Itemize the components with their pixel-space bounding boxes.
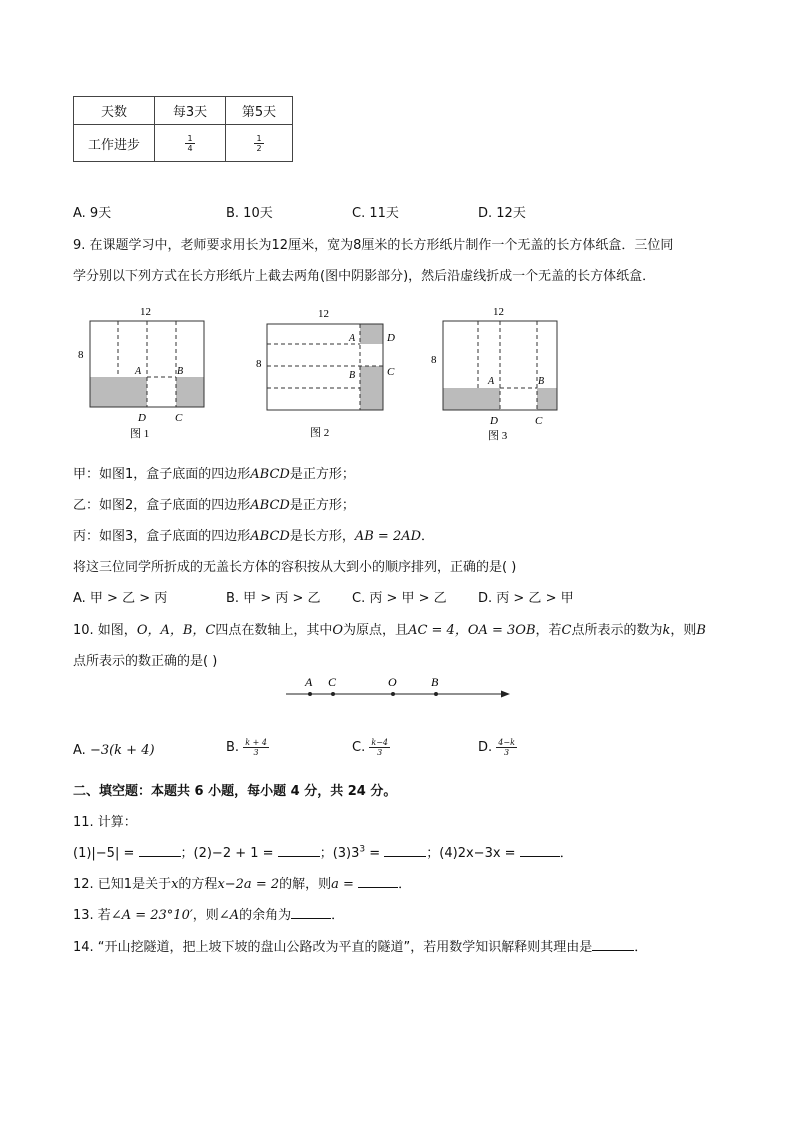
section-title: 二、填空题：本题共 6 小题，每小题 4 分，共 24 分。 bbox=[73, 784, 397, 799]
statement-text: 甲：如图1，盒子底面的四边形 bbox=[73, 467, 251, 482]
q9-figures bbox=[70, 300, 570, 448]
q9-option-d: D. 丙 > 乙 > 甲 bbox=[478, 591, 574, 606]
q11-text: (1)|−5| = bbox=[73, 846, 135, 861]
point-c bbox=[331, 692, 335, 696]
fraction-denominator: 2 bbox=[256, 143, 262, 153]
axis-label-c: C bbox=[328, 675, 337, 689]
fig1-label-b: B bbox=[177, 366, 184, 377]
fig2-length-label: 12 bbox=[318, 308, 329, 320]
fraction-numerator: k + 4 bbox=[245, 738, 267, 747]
q10-math: B bbox=[696, 623, 706, 638]
option-letter: A. bbox=[73, 743, 90, 758]
answer-blank[interactable] bbox=[278, 844, 320, 857]
shaded-corner bbox=[90, 377, 147, 407]
q8-option-b: B. 10天 bbox=[226, 206, 273, 221]
q11-text: ；(3)3 bbox=[319, 846, 360, 861]
q13-math: ∠A bbox=[218, 908, 240, 923]
q10-number-line bbox=[280, 672, 520, 706]
q10-text-line2: 点所表示的数正确的是( ) bbox=[73, 654, 218, 669]
fraction-numerator: 1 bbox=[256, 133, 262, 143]
answer-blank[interactable] bbox=[291, 906, 331, 919]
option-math: −3(k + 4) bbox=[89, 743, 155, 758]
shaded-corner bbox=[360, 324, 383, 344]
q10-text-line1 bbox=[73, 619, 706, 638]
q13-text-part: 13. 若 bbox=[73, 908, 111, 923]
statement-text: 丙：如图3，盒子底面的四边形 bbox=[73, 529, 251, 544]
answer-blank[interactable] bbox=[384, 844, 426, 857]
q10-math: O，A，B，C bbox=[136, 623, 216, 638]
q9-option-a: A. 甲 > 乙 > 丙 bbox=[73, 591, 168, 606]
q13-text bbox=[73, 904, 344, 923]
statement-math: ABCD bbox=[250, 467, 290, 482]
q8-option-c: C. 11天 bbox=[352, 206, 399, 221]
axis-label-o: O bbox=[388, 675, 397, 689]
q12-text-part: 的解，则 bbox=[279, 877, 332, 892]
figure-2 bbox=[256, 308, 395, 439]
fig2-label-c: C bbox=[387, 366, 395, 378]
q9-question: 将这三位同学所折成的无盖长方体的容积按从大到小的顺序排列，正确的是( ) bbox=[73, 560, 517, 575]
fig3-caption: 图 3 bbox=[488, 430, 508, 442]
q11-text: = bbox=[365, 846, 381, 861]
q14-text bbox=[73, 936, 647, 955]
statement-text: ． bbox=[421, 529, 435, 544]
table-fraction-cell bbox=[226, 125, 293, 162]
option-letter: D. bbox=[478, 740, 497, 755]
q13-math: ∠A = 23°10′ bbox=[110, 908, 193, 923]
fig2-label-a: A bbox=[349, 333, 356, 344]
shaded-corner bbox=[176, 377, 204, 407]
axis-label-a: A bbox=[305, 675, 313, 689]
q10-text: 点所表示的数为 bbox=[571, 623, 663, 638]
q9-statement-bing bbox=[73, 525, 434, 544]
statement-math: ABCD bbox=[250, 498, 290, 513]
q9-option-b: B. 甲 > 丙 > 乙 bbox=[226, 591, 321, 606]
statement-math: ABCD bbox=[250, 529, 290, 544]
fig3-label-a: A bbox=[488, 376, 495, 387]
q12-math: x−2a = 2 bbox=[217, 877, 280, 892]
fig1-width-label: 8 bbox=[78, 349, 84, 361]
answer-blank[interactable] bbox=[358, 875, 398, 888]
q9-text-line1: 9. 在课题学习中，老师要求用长为12厘米，宽为8厘米的长方形纸片制作一个无盖的长方体纸盒．三位同 bbox=[73, 238, 674, 253]
answer-blank[interactable] bbox=[139, 844, 181, 857]
q12-text-part: ． bbox=[398, 877, 412, 892]
point-b bbox=[434, 692, 438, 696]
q11-superscript: 3 bbox=[359, 844, 366, 855]
axis-label-b: B bbox=[431, 675, 439, 689]
q8-option-a: A. 9天 bbox=[73, 206, 112, 221]
fraction-numerator: k−4 bbox=[371, 738, 388, 747]
answer-blank[interactable] bbox=[520, 844, 560, 857]
arrow-head-icon bbox=[501, 691, 510, 698]
q8-option-d: D. 12天 bbox=[478, 206, 526, 221]
option-letter: B. bbox=[226, 740, 244, 755]
option-letter: C. bbox=[352, 740, 370, 755]
q13-text-part: 的余角为 bbox=[239, 908, 292, 923]
q11-title: 11. 计算： bbox=[73, 815, 137, 830]
q12-math: x bbox=[171, 877, 179, 892]
q11-text: ；(4)2x−3x = bbox=[426, 846, 516, 861]
q10-option-c bbox=[352, 738, 390, 757]
q9-text-line2: 学分别以下列方式在长方形纸片上截去两角(图中阴影部分)，然后沿虚线折成一个无盖的长方体纸盒． bbox=[73, 269, 656, 284]
figure-1 bbox=[78, 306, 204, 440]
q9-statement-jia bbox=[73, 463, 355, 482]
table-row-label: 工作进步 bbox=[74, 125, 155, 162]
fig3-label-b: B bbox=[538, 376, 545, 387]
q12-text-part: 12. 已知1是关于 bbox=[73, 877, 172, 892]
q12-text bbox=[73, 873, 411, 892]
table-fraction-cell bbox=[155, 125, 226, 162]
work-progress-table bbox=[73, 96, 293, 162]
q10-math: AC = 4，OA = 3OB bbox=[408, 623, 536, 638]
q11-text: ；(2)−2 + 1 = bbox=[180, 846, 274, 861]
q10-option-d bbox=[478, 738, 517, 757]
shaded-corner bbox=[537, 388, 557, 410]
statement-text: 是长方形， bbox=[289, 529, 355, 544]
statement-math: AB = 2AD bbox=[354, 529, 422, 544]
q10-text: 为原点，且 bbox=[343, 623, 409, 638]
fig3-label-c: C bbox=[535, 415, 543, 427]
fraction-denominator: 3 bbox=[377, 748, 383, 757]
q14-text-part: ． bbox=[634, 940, 648, 955]
statement-text: 是正方形； bbox=[289, 498, 355, 513]
fig1-caption: 图 1 bbox=[130, 428, 150, 440]
q11-items bbox=[73, 842, 573, 861]
fig1-length-label: 12 bbox=[140, 306, 151, 318]
q10-math: k bbox=[662, 623, 671, 638]
q10-text: ，则 bbox=[670, 623, 697, 638]
fig1-label-d: D bbox=[138, 412, 146, 424]
q12-text-part: 的方程 bbox=[178, 877, 218, 892]
q10-math: O bbox=[332, 623, 344, 638]
fig2-caption: 图 2 bbox=[310, 427, 330, 439]
statement-text: 是正方形； bbox=[289, 467, 355, 482]
q9-option-c: C. 丙 > 甲 > 乙 bbox=[352, 591, 447, 606]
q10-option-a bbox=[73, 743, 155, 758]
q13-text-part: ． bbox=[331, 908, 345, 923]
fraction-denominator: 3 bbox=[253, 748, 259, 757]
figure-3 bbox=[431, 306, 557, 442]
fig2-width-label: 8 bbox=[256, 358, 262, 370]
q10-math: C bbox=[561, 623, 572, 638]
q9-statement-yi bbox=[73, 494, 355, 513]
fraction-denominator: 4 bbox=[187, 143, 193, 153]
point-o bbox=[391, 692, 395, 696]
fig1-label-a: A bbox=[135, 366, 142, 377]
table-header-cell: 天数 bbox=[74, 97, 155, 125]
q12-math: a = bbox=[331, 877, 354, 892]
q13-text-part: ，则 bbox=[192, 908, 219, 923]
q14-text-part: 14. “开山挖隧道，把上坡下坡的盘山公路改为平直的隧道”，若用数学知识解释则其理由是 bbox=[73, 940, 593, 955]
q11-text: ． bbox=[559, 846, 573, 861]
table-header-cell: 第5天 bbox=[226, 97, 293, 125]
fraction-denominator: 3 bbox=[504, 748, 510, 757]
fig3-label-d: D bbox=[490, 415, 498, 427]
fig1-label-c: C bbox=[175, 412, 183, 424]
answer-blank[interactable] bbox=[592, 938, 634, 951]
q10-text: 四点在数轴上，其中 bbox=[215, 623, 333, 638]
point-a bbox=[308, 692, 312, 696]
table-header-cell: 每3天 bbox=[155, 97, 226, 125]
fig2-label-b: B bbox=[349, 370, 356, 381]
q10-text: ，若 bbox=[535, 623, 562, 638]
fraction-numerator: 4−k bbox=[498, 738, 515, 747]
q10-text: 10. 如图， bbox=[73, 623, 137, 638]
fraction-numerator: 1 bbox=[187, 133, 193, 143]
fig3-length-label: 12 bbox=[493, 306, 504, 318]
shaded-corner bbox=[443, 388, 500, 410]
fig2-label-d: D bbox=[387, 332, 395, 344]
fig3-width-label: 8 bbox=[431, 354, 437, 366]
statement-text: 乙：如图2，盒子底面的四边形 bbox=[73, 498, 251, 513]
shaded-corner bbox=[360, 366, 383, 410]
q10-option-b bbox=[226, 738, 269, 757]
